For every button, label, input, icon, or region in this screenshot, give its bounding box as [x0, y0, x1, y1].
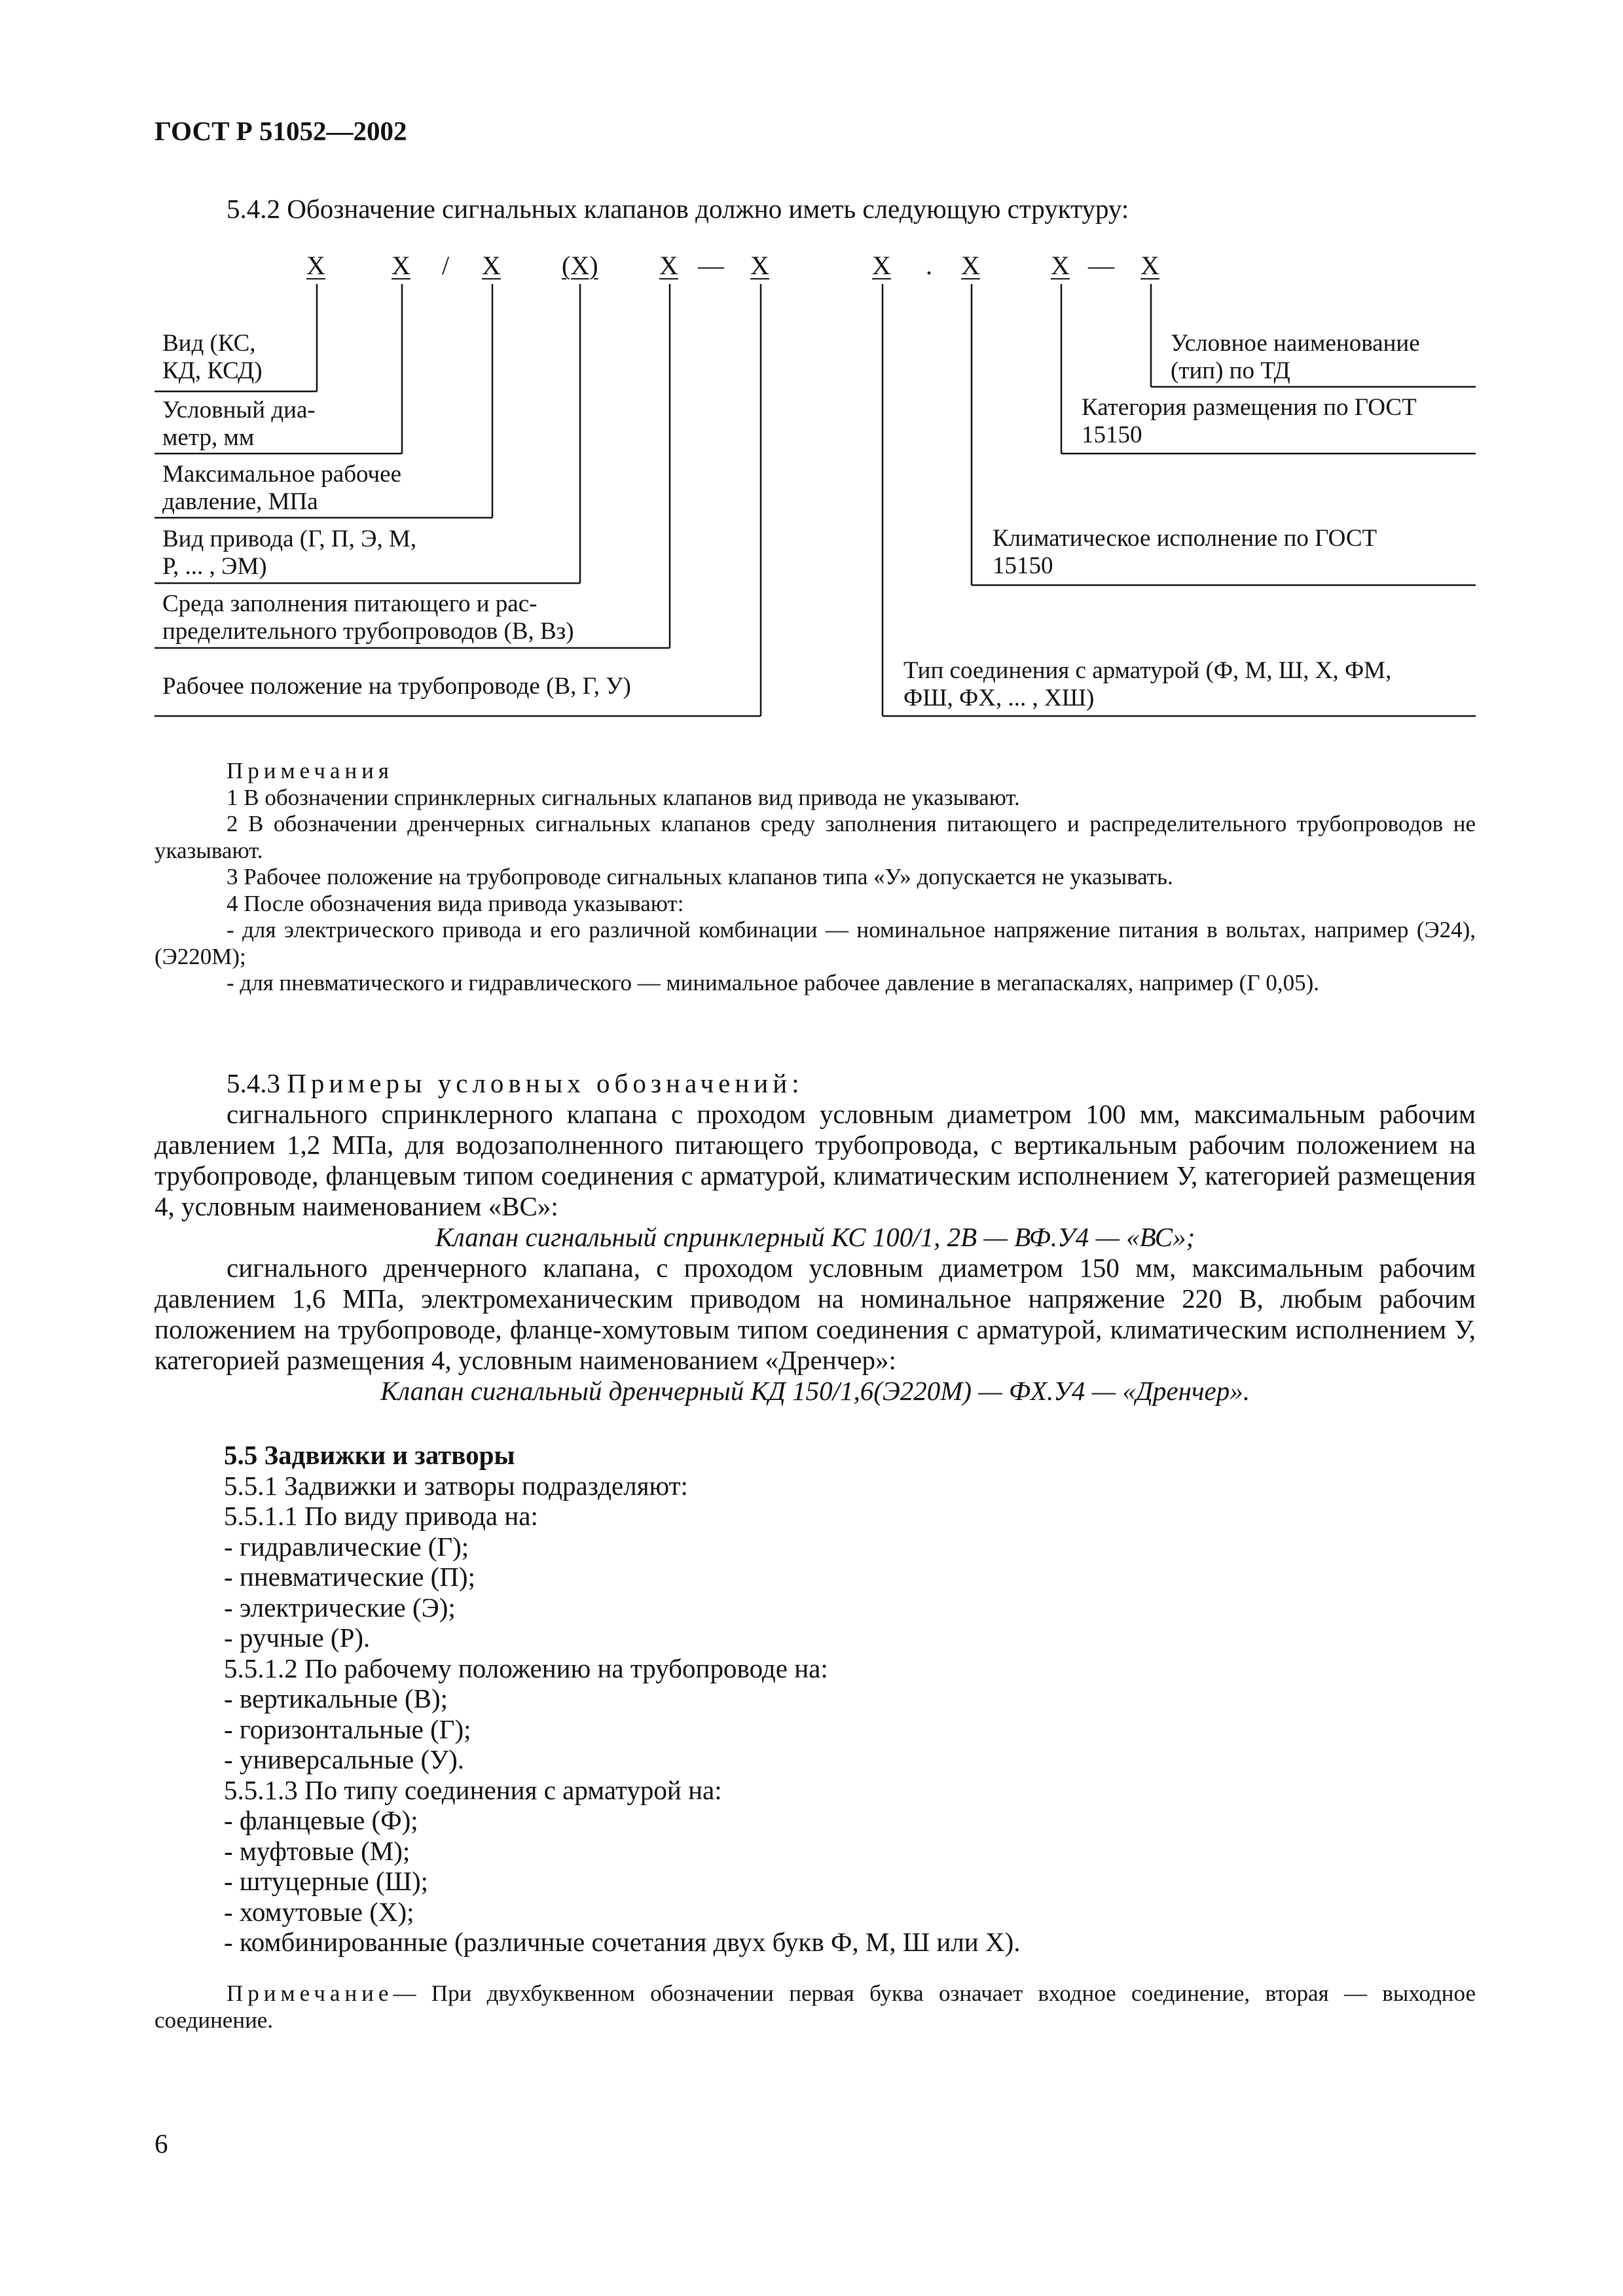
label-climatic-version: Климатическое исполнение по ГОСТ 15150	[993, 525, 1377, 579]
label-drive-type: Вид привода (Г, П, Э, М, Р, ... , ЭМ)	[162, 526, 417, 580]
note-2: 2 В обозначении дренчерных сигнальных клапанов среду заполнения питающего и распределительного трубопроводов не указывают.	[155, 811, 1476, 863]
note-4b: - для пневматического и гидравлического — минимальное рабочее давление в мегапаскалях, например (Г 0,05).	[227, 970, 1319, 996]
page-number: 6	[155, 2128, 168, 2159]
list-item: - хомутовые (Х);	[224, 1896, 414, 1927]
symbol-slash: /	[442, 251, 450, 280]
symbol-8: Х	[961, 251, 980, 280]
label-type: Вид (КС, КД, КСД)	[162, 330, 263, 384]
section-5-5-heading: 5.5 Задвижки и затворы	[224, 1440, 515, 1470]
label-working-position: Рабочее положение на трубопроводе (В, Г, У)	[162, 673, 631, 700]
notes-block	[155, 758, 1476, 997]
example-1-description: сигнального спринклерного клапана с проходом условным диаметром 100 мм, максимальным рабочим давлением 1,2 МПа, для водозаполненного питающего трубопровода, с вертикальным рабочим положением на трубопроводе, фланцевым типом соединения с арматурой, климатическим исполнением У, категорией размещения 4, условным наименованием «ВС»:	[155, 1099, 1476, 1221]
symbol-dot: .	[926, 251, 932, 280]
list-line: 5.5.1.3 По типу соединения с арматурой на:	[224, 1774, 722, 1805]
symbol-9: Х	[1051, 251, 1070, 280]
section-5-4-2-intro: 5.4.2 Обозначение сигнальных клапанов должно иметь следующую структуру:	[227, 194, 1129, 224]
list-item: - электрические (Э);	[224, 1592, 456, 1623]
label-placement-category: Категория размещения по ГОСТ 15150	[1082, 394, 1417, 448]
note-text: — При двухбуквенном обозначении первая буква означает входное соединение, вторая — выходное соединение.	[155, 1981, 1476, 2033]
label-diameter: Условный диа- метр, мм	[162, 397, 316, 451]
section-5-5-note	[155, 1981, 1476, 2034]
note-4a: - для электрического привода и его различной комбинации — номинальное напряжение питания в вольтах, например (Э24), (Э220М);	[155, 917, 1476, 969]
symbol-1: Х	[306, 251, 325, 280]
label-connection-type: Тип соединения с арматурой (Ф, М, Ш, Х, ФМ, ФШ, ФХ, ... , ХШ)	[903, 657, 1392, 711]
note-4: 4 После обозначения вида привода указывают:	[227, 890, 684, 916]
symbol-3: Х	[482, 251, 501, 280]
section-5-4-3-heading: 5.4.3 Примеры условных обозначений:	[227, 1068, 804, 1098]
symbol-dash-1: —	[698, 251, 724, 280]
list-item: - пневматические (П);	[224, 1562, 475, 1592]
list-item: - гидравлические (Г);	[224, 1531, 469, 1562]
symbol-dash-2: —	[1088, 251, 1114, 280]
section-5-4-3	[155, 1068, 1476, 1407]
symbol-5: Х	[659, 251, 678, 280]
example-2-description: сигнального дренчерного клапана, с проходом условным диаметром 150 мм, максимальным рабочим давлением 1,6 МПа, электромеханическим приводом на номинальное напряжение 220 В, любым рабочим положением на трубопроводе, фланце-хомутовым типом соединения с арматурой, климатическим исполнением У, категорией размещения 4, условным наименованием «Дренчер»:	[155, 1253, 1476, 1375]
list-item: - фланцевые (Ф);	[224, 1805, 418, 1835]
list-item: - универсальные (У).	[224, 1744, 465, 1774]
list-item: - муфтовые (М);	[224, 1835, 410, 1866]
list-item: - горизонтальные (Г);	[224, 1713, 471, 1744]
symbol-4: (Х)	[562, 251, 598, 280]
example-2-designation: Клапан сигнальный дренчерный КД 150/1,6(Э220М) — ФХ.У4 — «Дренчер».	[380, 1376, 1250, 1406]
notes-title: Примечания	[227, 758, 394, 783]
list-line: 5.5.1.2 По рабочему положению на трубопроводе на:	[224, 1653, 828, 1683]
list-item: - штуцерные (Ш);	[224, 1866, 428, 1896]
list-item: - вертикальные (В);	[224, 1683, 448, 1713]
symbol-10: Х	[1140, 251, 1159, 280]
list-line: 5.5.1 Задвижки и затворы подразделяют:	[224, 1470, 688, 1501]
label-conditional-name: Условное наименование (тип) по ТД	[1171, 330, 1420, 384]
symbol-6: Х	[750, 251, 769, 280]
list-item: - комбинированные (различные сочетания двух букв Ф, М, Ш или Х).	[224, 1927, 1021, 1957]
label-fill-medium: Среда заполнения питающего и рас- пределительного трубопроводов (В, Вз)	[162, 590, 574, 645]
note-label: Примечание	[227, 1981, 393, 2006]
list-item: - ручные (Р).	[224, 1623, 371, 1653]
document-header: ГОСТ Р 51052—2002	[155, 116, 407, 146]
section-5-5	[155, 1440, 1476, 1958]
symbol-7: Х	[872, 251, 891, 280]
note-3: 3 Рабочее положение на трубопроводе сигнальных клапанов типа «У» допускается не указывать.	[227, 864, 1173, 889]
example-1-designation: Клапан сигнальный спринклерный КС 100/1, 2В — ВФ.У4 — «ВС»;	[435, 1222, 1195, 1252]
list-line: 5.5.1.1 По виду привода на:	[224, 1501, 538, 1531]
label-max-pressure: Максимальное рабочее давление, МПа	[162, 461, 402, 515]
symbol-2: Х	[392, 251, 410, 280]
note-1: 1 В обозначении спринклерных сигнальных клапанов вид привода не указывают.	[227, 784, 1020, 810]
